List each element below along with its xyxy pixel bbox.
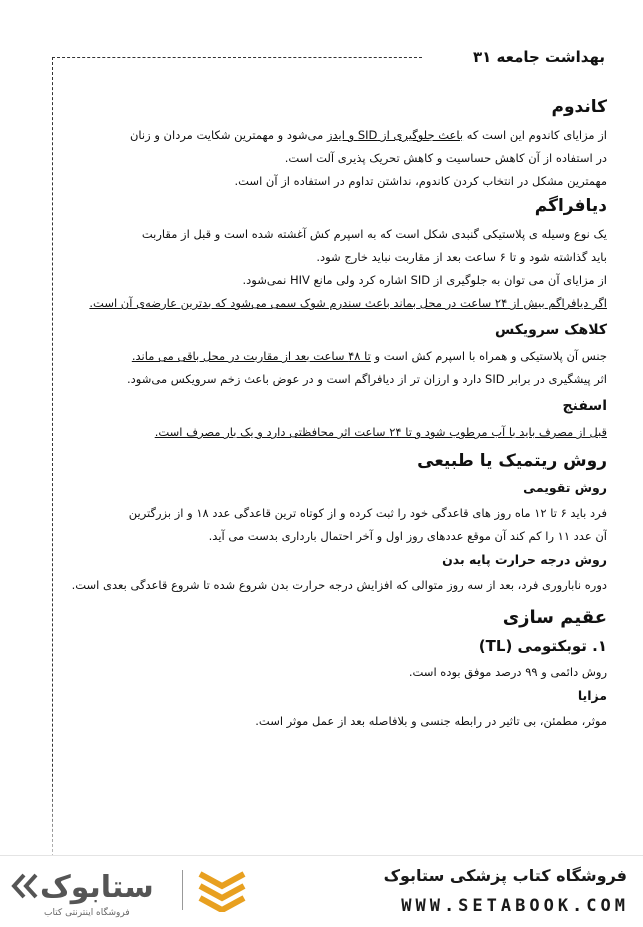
condom-paragraph-line-1 [60, 124, 607, 147]
logo-divider [182, 870, 183, 910]
basal-temperature-heading: روش درجه حرارت پایه بدن [442, 552, 607, 567]
condom-heading: کاندوم [551, 97, 607, 117]
cervical-cap-line1-underlined: تا ۴۸ ساعت بعد از مقاربت در محل باقی می ماند. [131, 349, 371, 363]
sterilization-heading: عقیم سازی [502, 607, 607, 628]
cervical-cap-heading: کلاهک سرویکس [494, 322, 607, 338]
condom-paragraph-line-3: مهمترین مشکل در انتخاب کردن کاندوم، نداشتن تداوم در استفاده از آن است. [234, 174, 607, 188]
store-logo-tagline: فروشگاه اینترنتی کتاب [44, 908, 130, 918]
sponge-heading: اسفنج [562, 398, 607, 414]
basal-temperature-line-1: دوره ناباروری فرد، بعد از سه روز متوالی که افزایش درجه حرارت بدن شروع شده تا شروع قاعدگی بعدی است. [71, 578, 607, 592]
page-content [60, 96, 607, 733]
diaphragm-line-3: از مزایای آن می توان به جلوگیری از SID اشاره کرد ولی مانع HIV نمی‌شود. [242, 273, 607, 287]
condom-line1-end: می‌شود و مهمترین شکایت مردان و زنان [129, 128, 327, 142]
calendar-method-heading: روش تقویمی [523, 480, 607, 495]
book-stack-logo-icon [196, 868, 248, 912]
advantages-heading: مزایا [577, 688, 607, 703]
store-footer-banner [0, 855, 643, 927]
page-frame-left-dashed-border [52, 57, 53, 857]
page-frame-top-dashed-border [52, 57, 422, 58]
calendar-method-line-1: فرد باید ۶ تا ۱۲ ماه روز های قاعدگی خود را ثبت کرده و از کوتاه ترین قاعدگی عدد ۱۸ و از بزرگترین [128, 506, 607, 520]
condom-paragraph-line-2: در استفاده از آن کاهش حساسیت و کاهش تحریک پذیری آلت است. [284, 151, 607, 165]
page-bottom-fade [0, 770, 643, 858]
cervical-cap-line-1 [60, 345, 607, 368]
calendar-method-line-2: آن عدد ۱۱ را کم کند آن موقع عددهای روز اول و آخر احتمال بارداری بدست می آید. [208, 529, 607, 543]
advantages-line-1: موثر، مطمئن، بی تاثیر در رابطه جنسی و بلافاصله بعد از عمل موثر است. [255, 714, 607, 728]
diaphragm-line-4: اگر دیافراگم بیش از ۲۴ ساعت در محل بماند باعث سندرم شوک سمی می‌شود که بدترین عارضه‌ی آن است. [89, 296, 607, 310]
diaphragm-line-2: باید گذاشته شود و تا ۶ ساعت بعد از مقاربت نباید خارج شود. [316, 250, 607, 264]
condom-line1-text: از مزایای کاندوم این است که [463, 128, 607, 142]
tubectomy-heading: ۱. توبکتومی (TL) [478, 637, 607, 655]
store-name: فروشگاه کتاب پزشکی ستابوک [383, 866, 627, 885]
store-website-url[interactable]: WWW.SETABOOK.COM [401, 896, 629, 916]
rhythm-method-heading: روش ریتمیک یا طبیعی [417, 451, 607, 471]
diaphragm-line-1: یک نوع وسیله ی پلاستیکی گنبدی شکل است که به اسپرم کش آغشته شده است و قبل از مقاربت [141, 227, 607, 241]
page-header-title: بهداشت جامعه ۳۱ [472, 48, 605, 66]
cervical-cap-line-2: اثر پیشگیری در برابر SID دارد و ارزان تر از دیافراگم است و در عوض باعث زخم سرویکس می‌شود. [127, 372, 607, 386]
cervical-cap-line1-text: جنس آن پلاستیکی و همراه با اسپرم کش است و [370, 349, 607, 363]
condom-line1-underlined: باعث جلوگیری از SID و ایدز [326, 128, 464, 142]
tubectomy-line-1: روش دائمی و ۹۹ درصد موفق بوده است. [408, 665, 607, 679]
diaphragm-heading: دیافراگم [534, 196, 607, 216]
sponge-line-1: قبل از مصرف باید با آب مرطوب شود و تا ۲۴ ساعت اثر محافظتی دارد و یک بار مصرف است. [154, 425, 607, 439]
double-arrow-icon [10, 872, 40, 900]
store-logo-wordmark: ستابوک [40, 870, 154, 905]
